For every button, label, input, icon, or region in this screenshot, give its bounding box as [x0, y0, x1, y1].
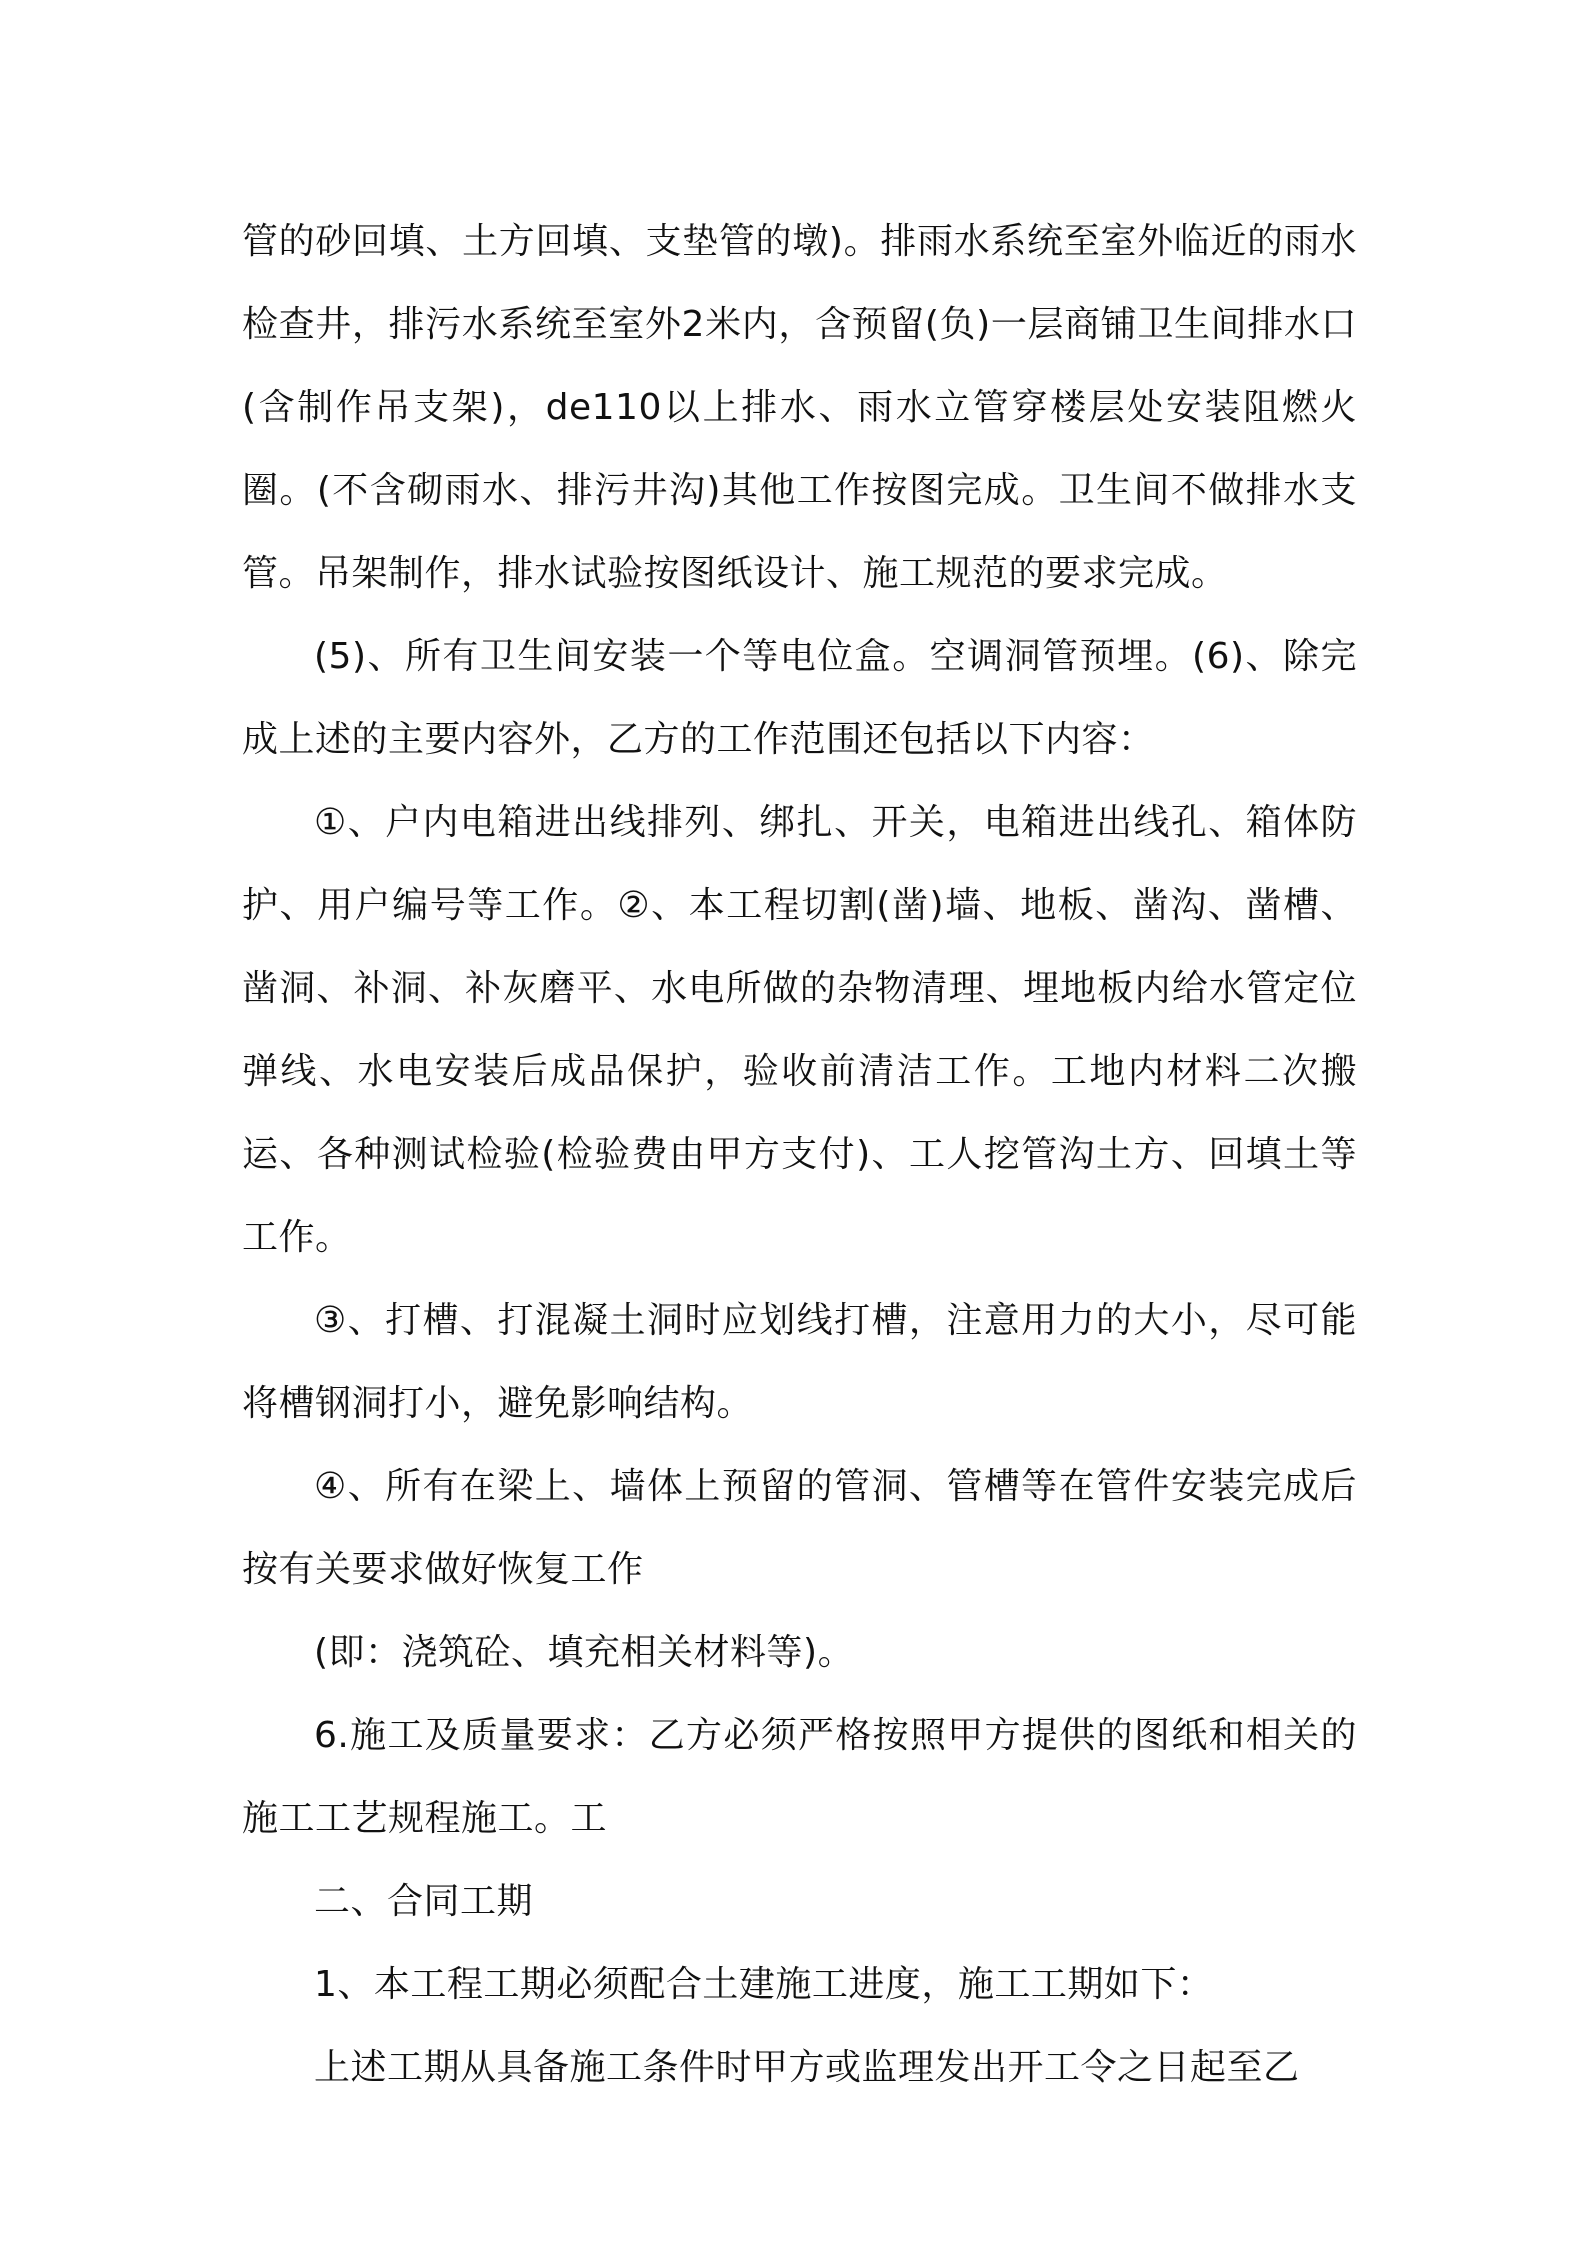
paragraph-quality-requirements: 6.施工及质量要求：乙方必须严格按照甲方提供的图纸和相关的施工工艺规程施工。工: [242, 1715, 1357, 1839]
paragraph-drainage-scope: 管的砂回填、土方回填、支垫管的墩)。排雨水系统至室外临近的雨水检查井，排污水系统至室外2米内，含预留(负)一层商铺卫生间排水口(含制作吊支架)，de110以上排水、雨水立管穿楼层处安装阻燃火圈。(不含砌雨水、排污井沟)其他工作按图完成。卫生间不做排水支管。吊架制作，排水试验按图纸设计、施工规范的要求完成。: [242, 221, 1357, 594]
paragraph-equipotential-box: (5)、所有卫生间安装一个等电位盒。空调洞管预埋。(6)、除完成上述的主要内容外，乙方的工作范围还包括以下内容：: [242, 636, 1357, 760]
paragraph-schedule-start: 上述工期从具备施工条件时甲方或监理发出开工令之日起至乙: [314, 2047, 1300, 2088]
paragraph-slotting-requirements: ③、打槽、打混凝土洞时应划线打槽，注意用力的大小，尽可能将槽钢洞打小，避免影响结构。: [242, 1300, 1357, 1424]
paragraph-work-scope-items: ①、户内电箱进出线排列、绑扎、开关，电箱进出线孔、箱体防护、用户编号等工作。②、本工程切割(凿)墙、地板、凿沟、凿槽、凿洞、补洞、补灰磨平、水电所做的杂物清理、埋地板内给水管定位弹线、水电安装后成品保护，验收前清洁工作。工地内材料二次搬运、各种测试检验(检验费由甲方支付)、工人挖管沟土方、回填土等工作。: [242, 802, 1357, 1258]
document-body: [242, 200, 1357, 2109]
paragraph-restoration-work: ④、所有在梁上、墙体上预留的管洞、管槽等在管件安装完成后按有关要求做好恢复工作: [242, 1466, 1357, 1590]
paragraph-schedule: 1、本工程工期必须配合土建施工进度，施工工期如下：: [314, 1964, 1214, 2005]
paragraph-restoration-note: (即：浇筑砼、填充相关材料等)。: [314, 1632, 855, 1673]
section-heading-contract-period: 二、合同工期: [314, 1881, 534, 1922]
